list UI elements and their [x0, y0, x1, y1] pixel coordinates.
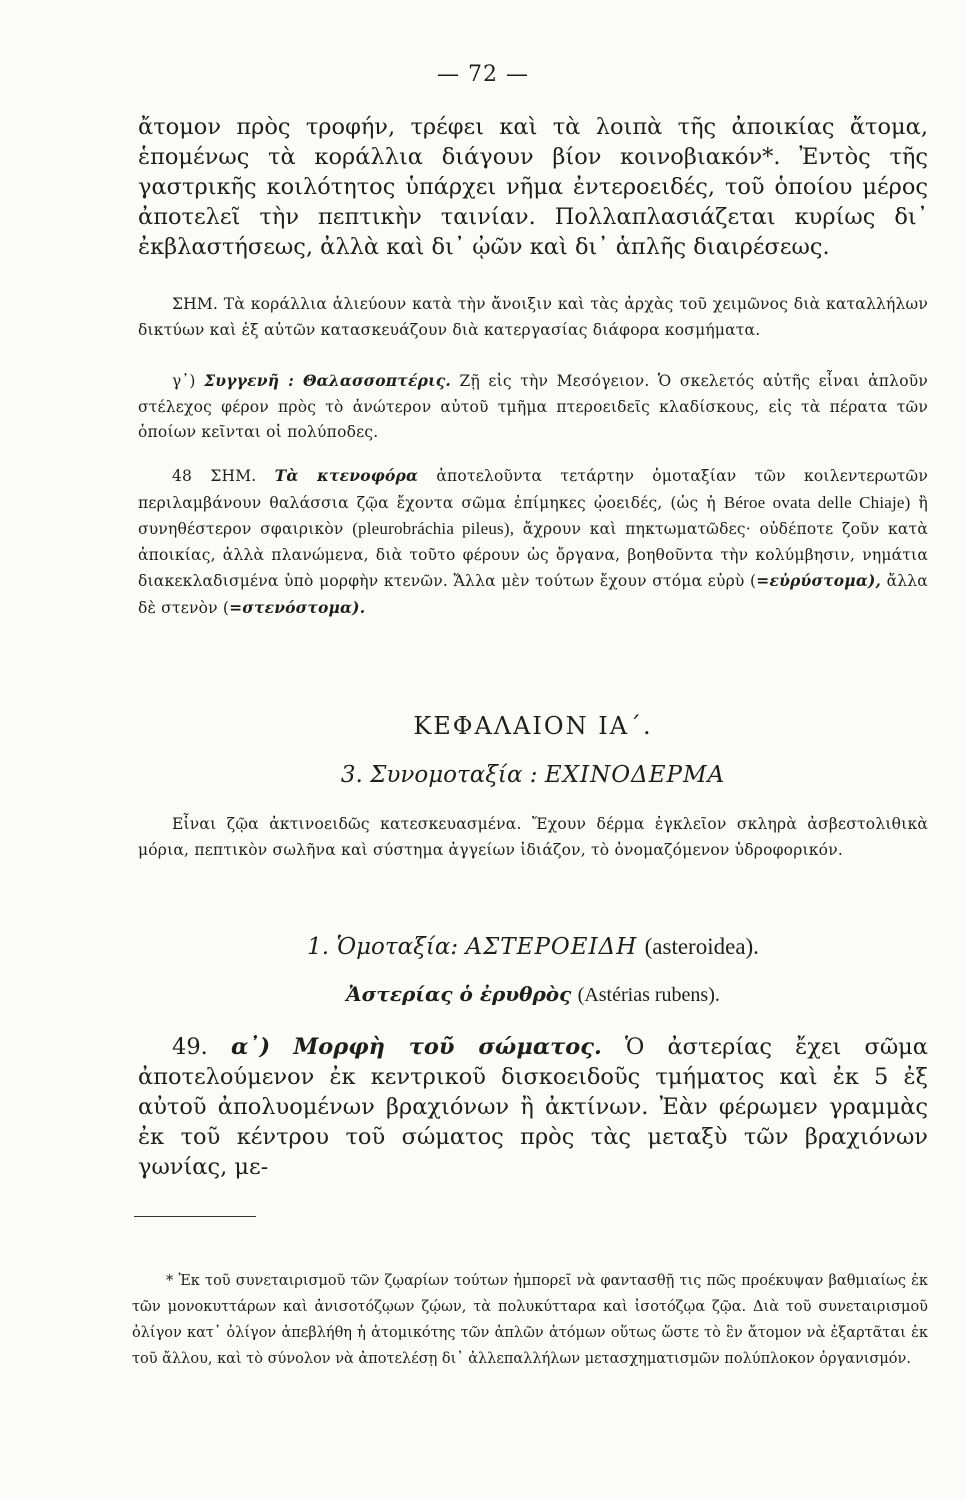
paragraph-label: α᾽) [230, 1034, 271, 1060]
species-heading [138, 982, 928, 1007]
paragraph-49 [138, 1032, 928, 1182]
paragraph-number: 48 [172, 467, 193, 485]
term-eurystoma: =εὐρύστομα), [756, 571, 882, 590]
note-ctenophora [138, 463, 928, 621]
page-number: — 72 — [437, 62, 529, 87]
paragraph-title: Μορφὴ τοῦ σώματος. [293, 1034, 602, 1060]
class-latin: (asteroidea). [644, 934, 759, 959]
class-heading [138, 934, 928, 960]
note-label: ΣΗΜ. [172, 295, 219, 313]
footnote-marker: * [166, 1273, 174, 1289]
phylum-description [138, 812, 928, 863]
species-latin: (Astérias rubens). [577, 984, 720, 1006]
note-text-d: ἄλλα δὲ στενὸν ( [138, 572, 928, 617]
footnote-divider [134, 1216, 256, 1217]
intro-text: ἄτομον πρὸς τροφήν, τρέφει καὶ τὰ λοιπὰ τῆς ἀποικίας ἄτομα, ἑπομένως τὰ κοράλλια διάγουν βίον κοινοβιακόν*. Ἐντὸς τῆς γαστρικῆς κοιλότητος ὑπάρχει νῆμα ἐντεροειδές, τοῦ ὁποίου μέρος ἀποτελεῖ τὴν πεπτικὴν ταινίαν. Πολλαπλασιάζεται κυρίως δι᾽ ἐκβλαστήσεως, ἀλλὰ καὶ δι᾽ ᾠῶν καὶ δι᾽ ἁπλῆς διαιρέσεως. [138, 114, 928, 260]
note-text-b: ἢ συνηθέστερον σφαιρικὸν [138, 493, 928, 538]
class-label: Ὁμοταξία: [336, 934, 459, 960]
note-text-a: ἀποτελοῦντα τετάρτην ὁμοταξίαν τῶν κοιλεντερωτῶν περιλαμβάνουν θαλάσσια ζῷα ἔχοντα σῶμα ἐπίμηκες ᾠοειδές, (ὡς ἡ [138, 467, 928, 512]
phylum-heading [138, 762, 928, 788]
latin-name: Béroe ovata delle Chiaje) [723, 492, 911, 512]
latin-name-2: (pleurobráchia pileus), [352, 519, 515, 538]
paragraph-text: Ὁ ἀστερίας ἔχει σῶμα ἀποτελούμενον ἐκ κεντρικοῦ δισκοειδοῦς τμήματος καὶ ἐκ 5 ἐξ αὐτοῦ ἀπολυομένων βραχιόνων ἢ ἀκτίνων. Ἐὰν φέρωμεν γραμμὰς ἐκ τοῦ κέντρου τοῦ σώματος πρὸς τὰς μεταξὺ τῶν βραχιόνων γωνίας, με- [138, 1034, 928, 1180]
note-title: Τὰ κτενοφόρα [274, 466, 419, 485]
footnote-text: Ἐκ τοῦ συνεταιρισμοῦ τῶν ζῳαρίων τούτων ἠμπορεῖ νὰ φαντασθῇ τις πῶς προέκυψαν βαθμιαίως ἐκ τῶν μονοκυττάρων καὶ ἀνισοτόζῳων ζῴων, τὰ πολυκύτταρα καὶ ἰσοτόζῳα ζῷα. Διὰ τοῦ συνεταιρισμοῦ ὀλίγον κατ᾽ ὀλίγον ἀπεβλήθη ἡ ἀτομικότης τῶν ἁπλῶν ἀτόμων οὕτως ὥστε τὸ ἓν ἄτομον νὰ ἐξαρτᾶται ἐκ τοῦ ἄλλου, καὶ τὸ σύνολον νὰ ἀποτελέσῃ δι᾽ ἀλλεπαλλήλων μετασχηματισμῶν πολύπλοκον ὀργανισμόν. [132, 1273, 928, 1367]
class-name: ΑΣΤΕΡΟΕΙΔΗ [465, 934, 638, 960]
phylum-name: ΕΧΙΝΟΔΕΡΜΑ [544, 762, 726, 788]
term-stenostoma: =στενόστομα). [229, 597, 366, 617]
section-gamma [138, 368, 928, 446]
chapter-heading: ΚΕΦΑΛΑΙΟΝ ΙΑ΄. [413, 712, 653, 740]
footnote [132, 1268, 928, 1372]
note-corals [138, 292, 928, 343]
section-text: Ζῇ εἰς τὴν Μεσόγειον. Ὁ σκελετός αὐτῆς εἶναι ἁπλοῦν στέλεχος φέρον πρὸς τὸ ἀνώτερον αὐτοῦ τμῆμα πτεροειδεῖς κλαδίσκους, εἰς τὰ πέρατα τῶν ὁποίων κεῖνται οἱ πολύποδες. [138, 372, 928, 441]
species-greek: Ἀστερίας ὁ ἐρυθρὸς [346, 982, 572, 1006]
paragraph-number: 49. [172, 1034, 208, 1060]
note-text-c: ἄχρουν καὶ πηκτωματῶδες· οὐδέποτε ζοῦν κατὰ ἀποικίας, ἀλλὰ πλανώμενα, διὰ τοῦτο φέρουν ὡς ὄργανα, βοηθοῦντα τὴν κολύμβησιν, νημάτια διακεκλαδισμένα ὑπὸ μορφὴν κτενῶν. Ἄλλα μὲν τούτων ἔχουν στόμα εὐρὺ ( [138, 520, 928, 590]
phylum-number: 3. [340, 762, 363, 788]
phylum-text: Εἶναι ζῷα ἀκτινοειδῶς κατεσκευασμένα. Ἔχουν δέρμα ἐγκλεῖον σκληρὰ ἀσβεστολιθικὰ μόρια, πεπτικὸν σωλῆνα καὶ σύστημα ἀγγείων ἰδιάζον, τὸ ὀνομαζόμενον ὑδροφορικόν. [138, 815, 928, 859]
intro-paragraph [138, 112, 928, 262]
section-title: Συγγενῆ : Θαλασσοπτέρις. [204, 371, 452, 390]
note-text: Τὰ κοράλλια ἁλιεύουν κατὰ τὴν ἄνοιξιν καὶ τὰς ἀρχὰς τοῦ χειμῶνος διὰ καταλλήλων δικτύων καὶ ἐξ αὐτῶν κατασκευάζουν διὰ κατεργασίας διάφορα κοσμήματα. [138, 295, 928, 339]
class-number: 1. [307, 934, 330, 960]
note-label: ΣΗΜ. [210, 467, 257, 485]
section-label: γ᾽) [172, 372, 196, 390]
phylum-label: Συνομοταξία : [370, 762, 538, 788]
